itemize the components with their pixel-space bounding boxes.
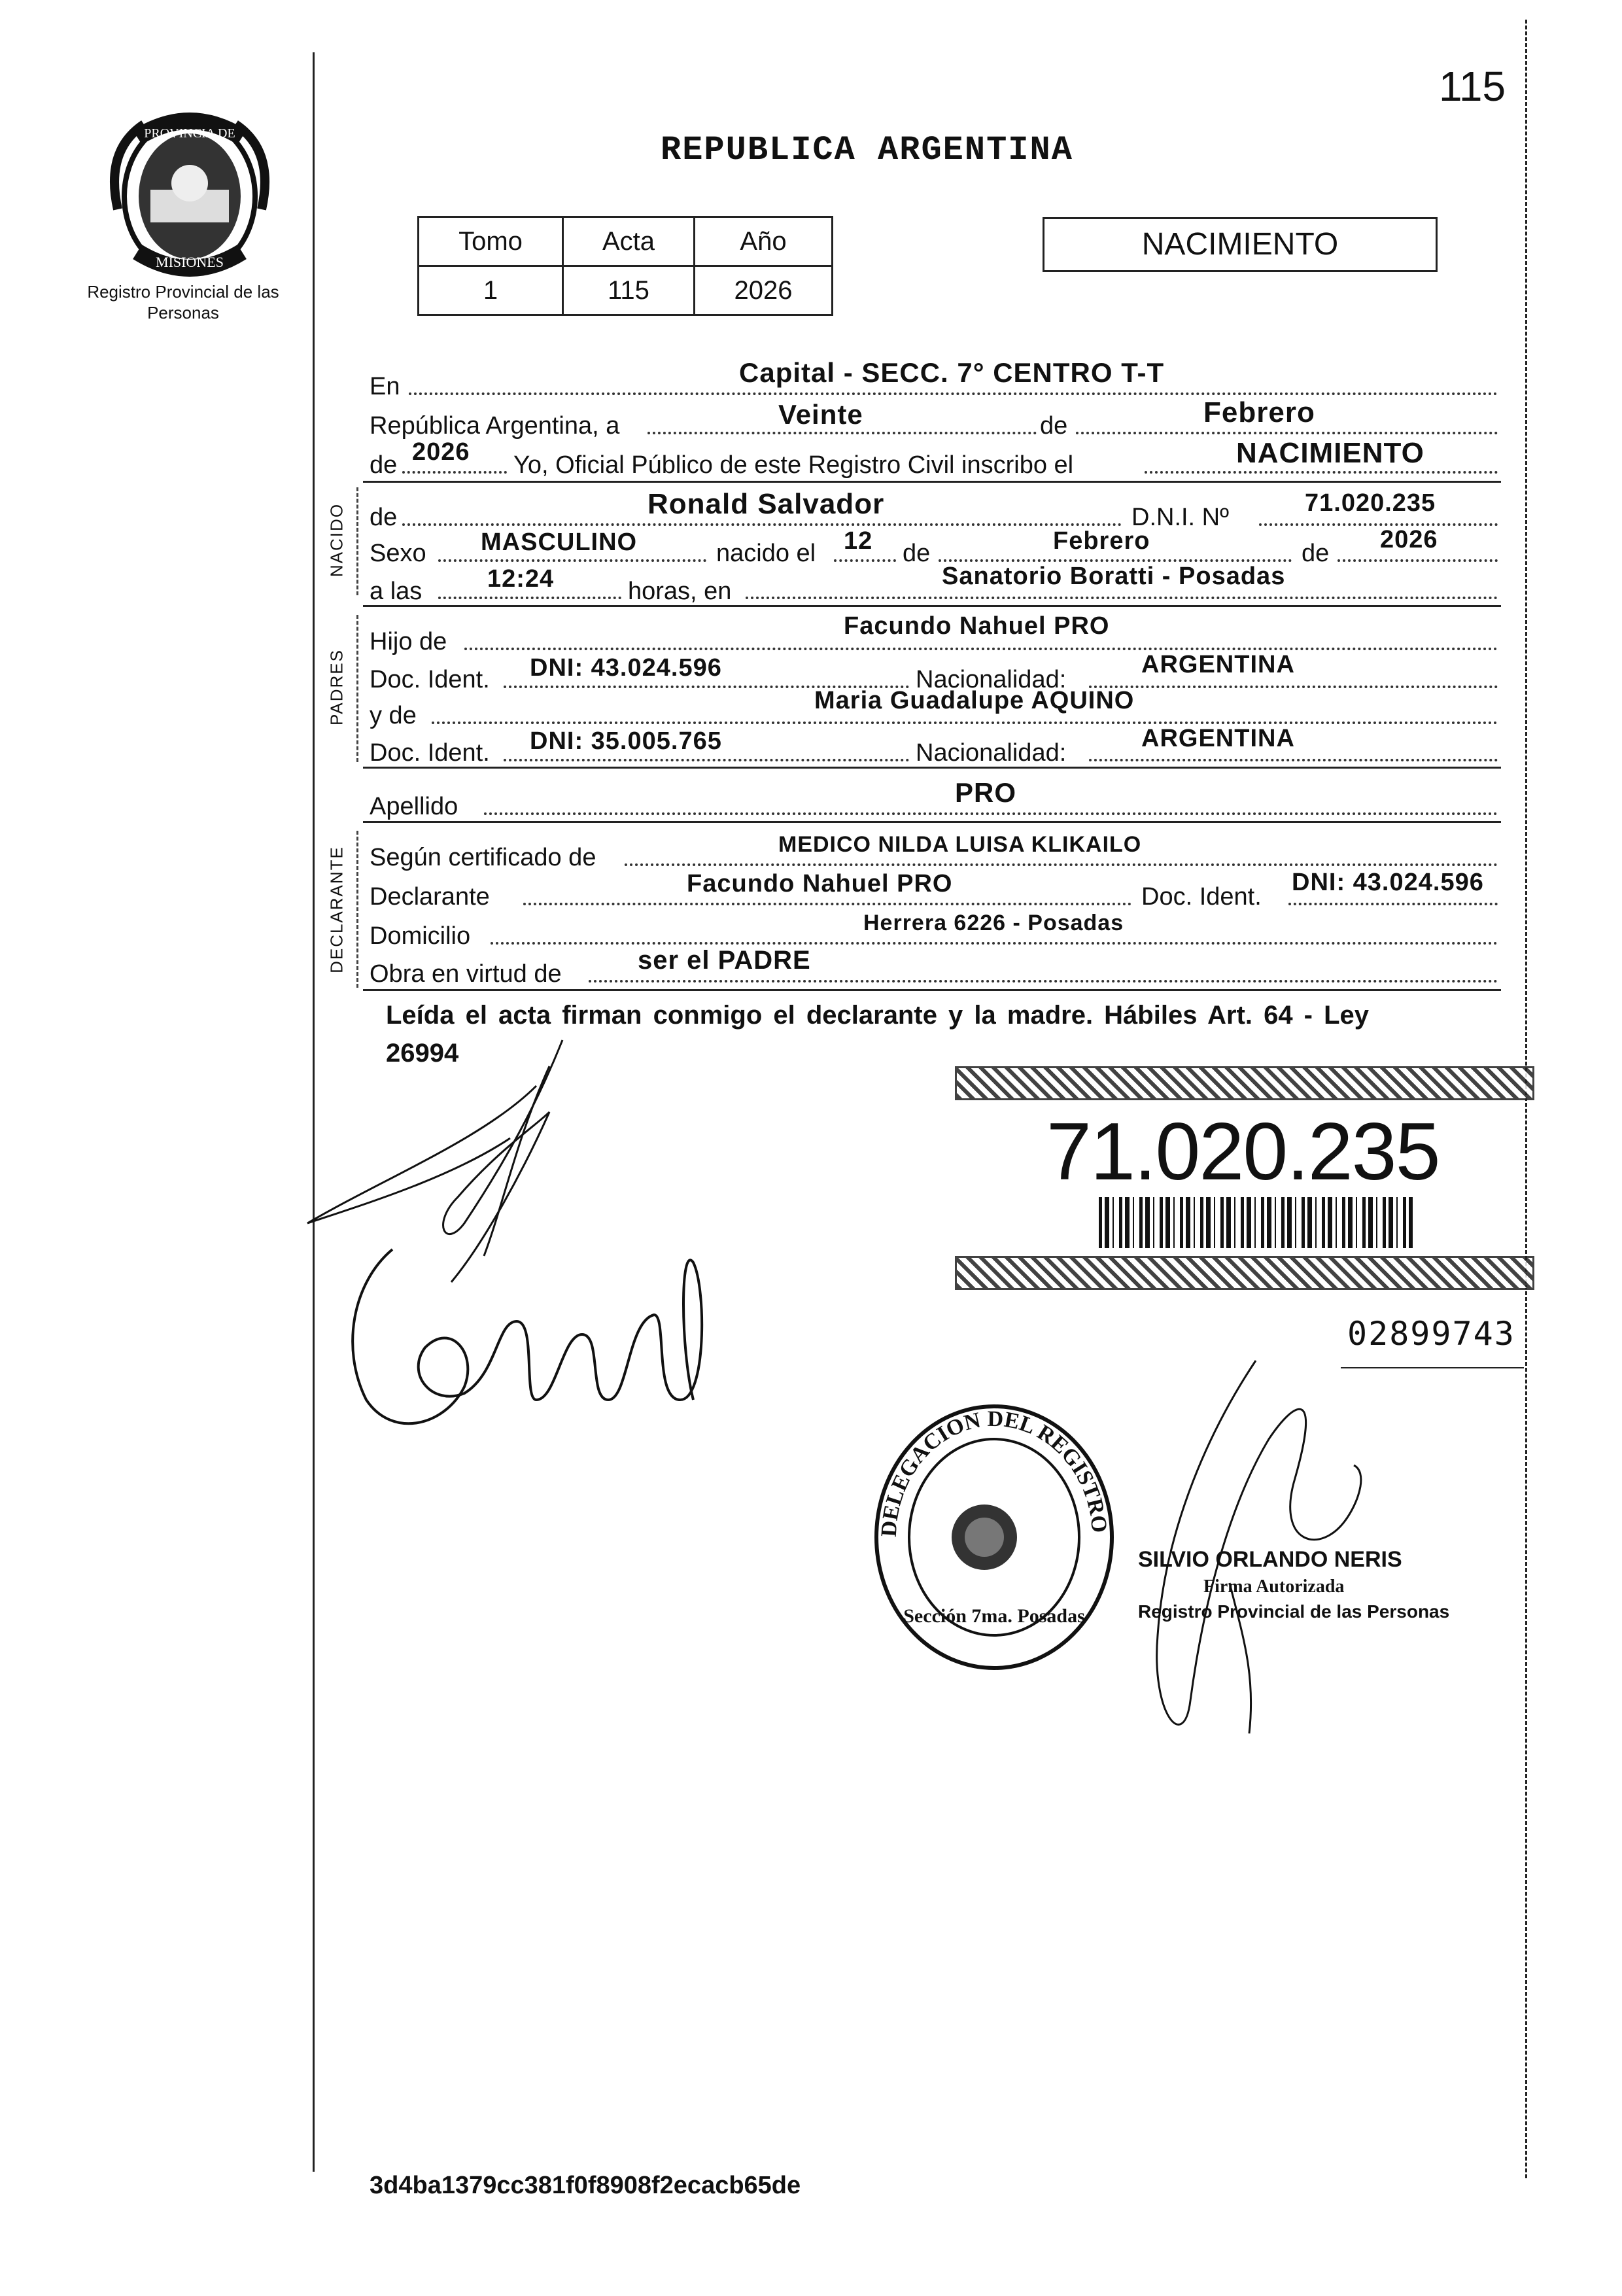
official-stamp	[870, 1400, 1118, 1675]
nacido-dni: 71.020.235	[1305, 489, 1436, 517]
official-signature	[1125, 1308, 1400, 1779]
security-band-bottom	[955, 1256, 1534, 1290]
divider-3	[363, 767, 1501, 769]
dni-barcode	[1099, 1197, 1413, 1248]
declarante-doc: DNI: 43.024.596	[1292, 869, 1484, 896]
padre-nacionalidad: ARGENTINA	[1141, 651, 1295, 678]
table-header-anio: Año	[695, 217, 833, 266]
dni-dots	[1259, 523, 1498, 526]
mes-value: Febrero	[1203, 396, 1315, 428]
record-table	[417, 216, 833, 316]
dia-value: Veinte	[778, 399, 863, 430]
apellido-label: Apellido	[370, 793, 458, 820]
madre-doc-label: Doc. Ident.	[370, 739, 490, 767]
domicilio-label: Domicilio	[370, 922, 471, 950]
republica-label: República Argentina, a	[370, 412, 620, 440]
dni-big-number: 71.020.235	[1046, 1107, 1440, 1197]
oficial-text: Yo, Oficial Público de este Registro Civil inscribo el	[513, 451, 1074, 479]
a-las-label: a las	[370, 578, 423, 605]
nacido-hora: 12:24	[487, 565, 555, 593]
nacido-el-label: nacido el	[716, 540, 816, 567]
anio-value: 2026	[412, 438, 470, 466]
declarante-doc-dots	[1288, 903, 1498, 905]
certificado-value: MEDICO NILDA LUISA KLIKAILO	[778, 832, 1142, 857]
anio-nac-dots	[1337, 559, 1498, 562]
tipo-dots	[1145, 471, 1498, 474]
padre-doc-label: Doc. Ident.	[370, 666, 490, 693]
nacido-de-label-2: de	[903, 540, 931, 567]
obra-value: ser el PADRE	[638, 946, 811, 975]
anio-dots	[402, 471, 507, 474]
madre-nac-dots	[1089, 759, 1498, 761]
record-type-box	[1043, 217, 1438, 272]
declarante-label: Declarante	[370, 883, 490, 911]
certificado-label: Según certificado de	[370, 844, 596, 871]
official-role: Firma Autorizada	[1203, 1576, 1345, 1597]
de2-label: de	[370, 451, 398, 479]
mes-dots	[1076, 432, 1498, 434]
provincial-seal	[105, 111, 275, 281]
madre-nombre: Maria Guadalupe AQUINO	[814, 687, 1135, 714]
padre-doc: DNI: 43.024.596	[530, 654, 722, 682]
padres-section-label: PADRES	[326, 649, 347, 725]
horas-en-label: horas, en	[628, 578, 732, 605]
madre-dots	[432, 722, 1498, 724]
dia-dots	[647, 432, 1037, 434]
table-value-acta: 115	[563, 266, 695, 315]
official-office: Registro Provincial de las Personas	[1138, 1601, 1450, 1622]
divider-5	[363, 989, 1501, 991]
table-value-tomo: 1	[419, 266, 563, 315]
divider-2	[363, 605, 1501, 607]
dni-label: D.N.I. Nº	[1131, 504, 1229, 531]
apellido-dots	[484, 812, 1498, 815]
closing-line-2: 26994	[386, 1039, 459, 1068]
lugar-dots	[746, 597, 1498, 599]
nacido-nombre: Ronald Salvador	[647, 488, 885, 520]
nacido-de-label: de	[370, 504, 398, 531]
hijo-de-label: Hijo de	[370, 628, 447, 655]
divider-1	[363, 481, 1501, 483]
madre-doc-dots	[504, 759, 909, 761]
document-hash: 3d4ba1379cc381f0f8908f2ecacb65de	[370, 2172, 801, 2199]
nacido-lugar: Sanatorio Boratti - Posadas	[942, 563, 1286, 590]
apellido-value: PRO	[955, 777, 1017, 808]
certificado-dots	[625, 863, 1498, 866]
padre-nac-dots	[1089, 686, 1498, 688]
padre-dots	[464, 648, 1498, 650]
mes-nac-dots	[939, 559, 1292, 562]
nacido-section-label: NACIDO	[326, 502, 347, 578]
y-de-label: y de	[370, 702, 417, 729]
declarante-dots	[523, 903, 1131, 905]
seal-bottom-text: MISIONES	[156, 254, 224, 270]
nacido-mes: Febrero	[1053, 527, 1150, 555]
nacido-bracket	[356, 487, 358, 595]
security-band-top	[955, 1066, 1534, 1100]
declarante-section-label: DECLARANTE	[326, 846, 347, 973]
declarante-bracket	[356, 831, 358, 988]
official-name: SILVIO ORLANDO NERIS	[1138, 1547, 1402, 1572]
table-header-tomo: Tomo	[419, 217, 563, 266]
nacido-de-label-3: de	[1302, 540, 1330, 567]
serial-number: 02899743	[1347, 1315, 1515, 1353]
nombre-dots	[402, 523, 1122, 526]
madre-nacionalidad: ARGENTINA	[1141, 725, 1295, 752]
closing-line-1: Leída el acta firman conmigo el declarante y la madre. Hábiles Art. 64 - Ley	[386, 1001, 1370, 1030]
table-value-anio: 2026	[695, 266, 833, 315]
madre-nac-label: Nacionalidad:	[916, 739, 1067, 767]
divider-4	[363, 821, 1501, 823]
record-type: NACIMIENTO	[1141, 227, 1339, 262]
madre-doc: DNI: 35.005.765	[530, 727, 722, 755]
declarante-doc-label: Doc. Ident.	[1141, 883, 1262, 911]
hora-dots	[438, 597, 621, 599]
padre-nombre: Facundo Nahuel PRO	[844, 612, 1110, 640]
padres-bracket	[356, 615, 358, 762]
country-title: REPUBLICA ARGENTINA	[661, 131, 1073, 169]
dia-nac-dots	[834, 559, 896, 562]
stamp-ring-text: DELEGACION DEL REGISTRO	[876, 1406, 1112, 1538]
stamp-inner-text: Sección 7ma. Posadas	[903, 1605, 1085, 1627]
nacido-anio: 2026	[1380, 526, 1438, 553]
declarant-signature	[288, 1007, 746, 1465]
en-value: Capital - SECC. 7° CENTRO T-T	[739, 357, 1165, 388]
domicilio-value: Herrera 6226 - Posadas	[863, 911, 1124, 935]
en-dots	[409, 392, 1498, 395]
obra-dots	[589, 980, 1498, 983]
declarante-nombre: Facundo Nahuel PRO	[687, 870, 953, 897]
sexo-label: Sexo	[370, 540, 426, 567]
tipo-value: NACIMIENTO	[1236, 437, 1424, 469]
seal-caption: Registro Provincial de las Personas	[87, 282, 279, 322]
nacido-sexo: MASCULINO	[481, 529, 638, 556]
sexo-dots	[438, 559, 706, 562]
en-label: En	[370, 373, 400, 400]
de-label: de	[1040, 412, 1068, 440]
table-header-acta: Acta	[563, 217, 695, 266]
obra-label: Obra en virtud de	[370, 960, 562, 988]
page-number: 115	[1439, 63, 1506, 110]
nacido-dia: 12	[844, 527, 873, 555]
padre-nac-label: Nacionalidad:	[916, 666, 1067, 693]
seal-top-text: PROVINCIA DE	[144, 126, 235, 141]
domicilio-dots	[491, 942, 1498, 945]
